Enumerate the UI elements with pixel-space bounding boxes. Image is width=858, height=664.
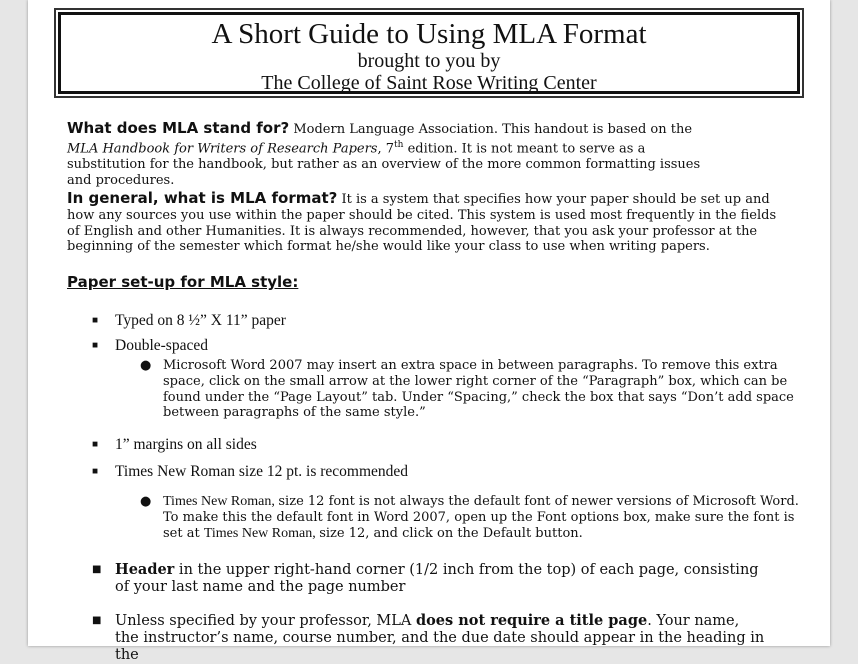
list-item: ■ Double-spaced — [92, 337, 208, 354]
document-subtitle: brought to you by — [357, 50, 501, 72]
round-bullet-icon: ● — [140, 358, 152, 373]
round-bullet-icon: ● — [140, 494, 152, 509]
title-box — [54, 8, 804, 98]
list-item: ■ 1” margins on all sides — [92, 436, 257, 453]
list-item: ■ Unless specified by your professor, MLA does not require a title page. Your name, the instructor’s name, course number, and the due date should appear in the heading in the — [92, 612, 765, 663]
list-item: ■ Typed on 8 ½” X 11” paper — [92, 312, 286, 329]
square-bullet-icon: ■ — [92, 615, 102, 626]
paragraph-mla-meaning: What does MLA stand for? Modern Language Association. This handout is based on the MLA Handbook for Writers of Research Papers, 7th edition. It is not meant to serve as a substitution for the handbook, but rather as an overview of the more common formatting issues and procedures. — [67, 119, 701, 188]
book-title: MLA Handbook for Writers of Research Papers — [67, 141, 378, 157]
square-bullet-icon: ■ — [92, 340, 99, 351]
document-organization: The College of Saint Rose Writing Center — [261, 72, 597, 94]
question-heading: In general, what is MLA format? — [67, 189, 338, 207]
title-inner — [58, 12, 800, 94]
list-item: ■ Times New Roman size 12 pt. is recommended — [92, 463, 409, 480]
paragraph-general: In general, what is MLA format? It is a system that specifies how your paper should be set up and how any sources you use within the paper should be cited. This system is used most frequently in the fields of English and other Humanities. It is always recommended, however, that you ask your professor at the beginning of the semester which format he/she would like your class to use when writing papers. — [67, 189, 777, 255]
square-bullet-icon: ■ — [92, 315, 99, 326]
square-bullet-icon: ■ — [92, 564, 102, 575]
square-bullet-icon: ■ — [92, 439, 99, 450]
list-item: ■ Header in the upper right-hand corner (1/2 inch from the top) of each page, consisting of your last name and the page number — [92, 561, 759, 595]
question-heading: What does MLA stand for? — [67, 119, 290, 137]
sub-list-item: ● Microsoft Word 2007 may insert an extra space in between paragraphs. To remove this extra space, click on the small arrow at the lower right corner of the “Paragraph” box, which can be found under the “Page Layout” tab. Under “Spacing,” check the box that says “Don’t add space between paragraphs of the same style.” — [140, 358, 794, 421]
document-page — [28, 0, 830, 663]
document-title: A Short Guide to Using MLA Format — [211, 18, 647, 50]
section-heading: Paper set-up for MLA style: — [67, 273, 299, 291]
square-bullet-icon: ■ — [92, 466, 99, 477]
sub-list-item: ● Times New Roman, size 12 font is not always the default font of newer versions of Microsoft Word. To make this the default font in Word 2007, open up the Font options box, make sure the font is set at Times New Roman, size 12, and click on the Default button. — [140, 494, 799, 541]
